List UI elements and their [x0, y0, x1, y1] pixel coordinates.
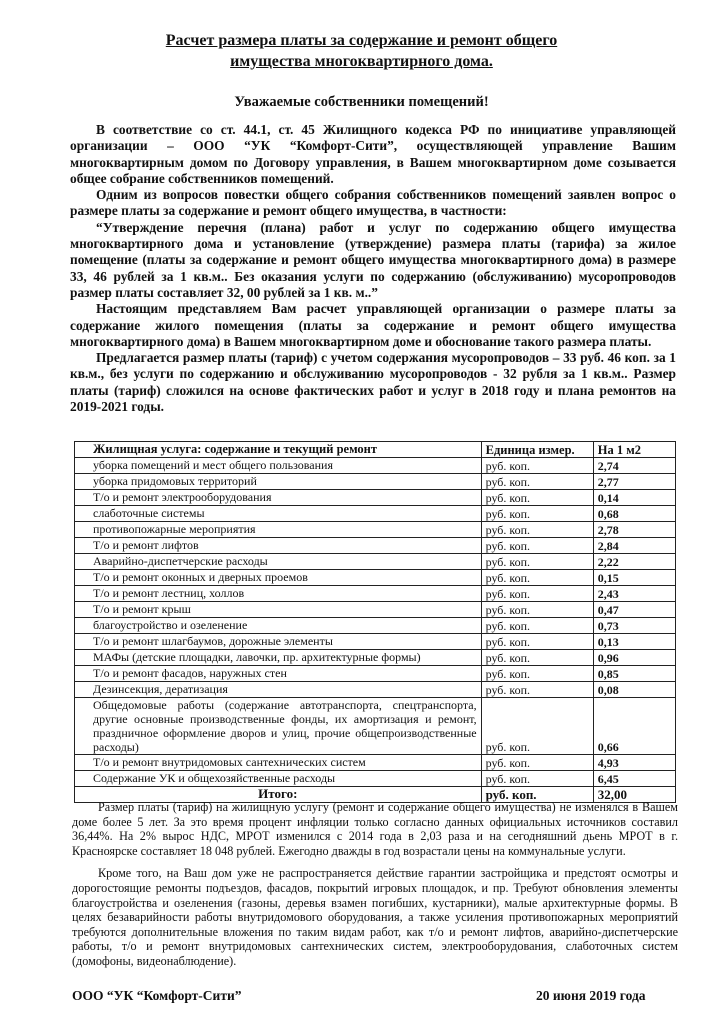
service-cell: Т/о и ремонт электрооборудования — [75, 490, 482, 506]
value-cell: 2,43 — [593, 586, 675, 602]
service-cell: Т/о и ремонт шлагбаумов, дорожные элементы — [75, 634, 482, 650]
value-cell: 0,68 — [593, 506, 675, 522]
value-cell: 0,14 — [593, 490, 675, 506]
table-row — [75, 650, 676, 666]
unit-cell: руб. коп. — [481, 755, 593, 771]
explanation-paragraph: Кроме того, на Ваш дом уже не распространяется действие гарантии застройщика и предстоят осмотры и дорогостоящие ремонты подъездов, фасадов, покрытий игровых площадок, и пр. Требуют обновления элементы благоустройства и озеленения (газоны, деревья взамен погибших, кустарники), малые архитектурные формы. В целях безаварийности работы внутридомового оборудования, а также усиления противопожарных мероприятий требуются дополнительные вложения по таким видам работ, как т/о и ремонт лифтов, аварийно-диспетчерские работы, т/о и ремонт внутридомовых сантехнических систем, электрооборудования, слаботочных систем (домофоны, видеонаблюдение). — [72, 866, 678, 968]
table-row — [75, 602, 676, 618]
value-cell: 2,74 — [593, 458, 675, 474]
service-cell: противопожарные мероприятия — [75, 522, 482, 538]
unit-cell: руб. коп. — [481, 458, 593, 474]
unit-cell: руб. коп. — [481, 666, 593, 682]
unit-cell: руб. коп. — [481, 538, 593, 554]
unit-cell: руб. коп. — [481, 650, 593, 666]
table-row — [75, 554, 676, 570]
service-cell: слаботочные системы — [75, 506, 482, 522]
service-cell: Т/о и ремонт лестниц, холлов — [75, 586, 482, 602]
service-cell: уборка придомовых территорий — [75, 474, 482, 490]
value-cell: 2,78 — [593, 522, 675, 538]
unit-cell: руб. коп. — [481, 682, 593, 698]
service-cell: МАФы (детские площадки, лавочки, пр. архитектурные формы) — [75, 650, 482, 666]
unit-cell: руб. коп. — [481, 554, 593, 570]
service-cell: Т/о и ремонт оконных и дверных проемов — [75, 570, 482, 586]
table-header-row — [75, 442, 676, 458]
total-value: 32,00 — [593, 787, 675, 803]
intro-paragraph: “Утверждение перечня (плана) работ и услуг по содержанию общего имущества многоквартирного дома и установление (утверждение) размера платы (тарифа) за жилое помещение (платы за содержание и ремонт общего имущества многоквартирного дома) в размере 33, 46 рублей за 1 кв.м.. Без оказания услуги по содержанию (обслуживанию) мусоропроводов размер платы составляет 32, 00 рублей за 1 кв. м..” — [70, 219, 676, 300]
value-cell: 0,85 — [593, 666, 675, 682]
greeting: Уважаемые собственники помещений! — [234, 94, 489, 110]
value-cell: 0,13 — [593, 634, 675, 650]
table-row — [75, 634, 676, 650]
table-row — [75, 682, 676, 698]
value-cell: 2,84 — [593, 538, 675, 554]
service-cell: Дезинсекция, дератизация — [75, 682, 482, 698]
explanation-text — [72, 800, 678, 969]
title-line-1: Расчет размера платы за содержание и ремонт общего — [165, 32, 558, 49]
value-cell: 4,93 — [593, 755, 675, 771]
service-cell: Аварийно-диспетчерские расходы — [75, 554, 482, 570]
value-cell: 0,08 — [593, 682, 675, 698]
table-row — [75, 586, 676, 602]
unit-cell: руб. коп. — [481, 506, 593, 522]
value-cell: 2,22 — [593, 554, 675, 570]
service-cell: Общедомовые работы (содержание автотранспорта, спецтранспорта, другие основные производственные фонды, их амортизация и ремонт, праздничное оформление дворов и улиц, прочие общепроизводственные расходы) — [75, 698, 482, 755]
intro-text — [70, 122, 676, 415]
total-label: Итого: — [75, 787, 482, 803]
value-cell: 0,66 — [593, 698, 675, 755]
unit-cell: руб. коп. — [481, 771, 593, 787]
table-row — [75, 755, 676, 771]
service-cell: уборка помещений и мест общего пользования — [75, 458, 482, 474]
table-row — [75, 458, 676, 474]
service-cell: Т/о и ремонт лифтов — [75, 538, 482, 554]
unit-cell: руб. коп. — [481, 618, 593, 634]
unit-cell: руб. коп. — [481, 522, 593, 538]
table-row — [75, 522, 676, 538]
value-cell: 6,45 — [593, 771, 675, 787]
table-row — [75, 570, 676, 586]
unit-cell: руб. коп. — [481, 602, 593, 618]
unit-cell: руб. коп. — [481, 698, 593, 755]
service-cell: благоустройство и озеленение — [75, 618, 482, 634]
service-cell: Т/о и ремонт крыш — [75, 602, 482, 618]
intro-paragraph: В соответствие со ст. 44.1, ст. 45 Жилищного кодекса РФ по инициативе управляющей организации – ООО “УК “Комфорт-Сити”, осуществляющей управление Вашим многоквартирным домом по Договору управления, в Вашем многоквартирном доме созывается общее собрание собственников помещений. — [70, 122, 676, 186]
table-row — [75, 474, 676, 490]
table-row — [75, 698, 676, 755]
service-cell: Содержание УК и общехозяйственные расходы — [75, 771, 482, 787]
explanation-paragraph: Размер платы (тариф) на жилищную услугу (ремонт и содержание общего имущества) не изменялся в Вашем доме более 5 лет. За это время процент инфляции только согласно данных официальных источников составил 36,44%. На 2% вырос НДС, МРОТ изменился с 2014 года в 2,03 раза и на сегодняшний дьень МРОТ в г. Красноярске составляет 18 048 рублей. Ежегодно дважды в год возрастали цены на коммунальные услуги. — [72, 800, 678, 858]
intro-paragraph: Предлагается размер платы (тариф) с учетом содержания мусоропроводов – 33 руб. 46 коп. за 1 кв.м., без услуги по содержанию и обслуживанию мусоропроводов - 32 рубля за 1 кв.м.. Размер платы (тариф) сложился на основе фактических работ и услуг в 2018 году и плана ремонтов на 2019-2021 годы. — [70, 350, 676, 415]
table-row — [75, 506, 676, 522]
table-row — [75, 538, 676, 554]
value-cell: 2,77 — [593, 474, 675, 490]
intro-paragraph: Настоящим представляем Вам расчет управляющей организации о размере платы за содержание жилого помещения (платы за содержание и ремонт общего имущества многоквартирного дома) в Вашем многоквартирном доме и обоснование такого размера платы. — [70, 301, 676, 349]
intro-paragraph: Одним из вопросов повестки общего собрания собственников помещений заявлен вопрос о размере платы за содержание и ремонт общего имущества, в частности: — [70, 187, 676, 219]
service-cell: Т/о и ремонт фасадов, наружных стен — [75, 666, 482, 682]
service-cell: Т/о и ремонт внутридомовых сантехнических систем — [75, 755, 482, 771]
table-row — [75, 666, 676, 682]
header-service: Жилищная услуга: содержание и текущий ремонт — [75, 442, 482, 458]
unit-cell: руб. коп. — [481, 490, 593, 506]
value-cell: 0,15 — [593, 570, 675, 586]
table-row — [75, 771, 676, 787]
table-row — [75, 490, 676, 506]
tariff-table — [74, 441, 676, 803]
total-unit: руб. коп. — [481, 787, 593, 803]
unit-cell: руб. коп. — [481, 586, 593, 602]
header-value: На 1 м2 — [593, 442, 675, 458]
header-unit: Единица измер. — [481, 442, 593, 458]
table-row — [75, 618, 676, 634]
value-cell: 0,96 — [593, 650, 675, 666]
value-cell: 0,47 — [593, 602, 675, 618]
unit-cell: руб. коп. — [481, 474, 593, 490]
unit-cell: руб. коп. — [481, 570, 593, 586]
document-title — [0, 30, 723, 72]
value-cell: 0,73 — [593, 618, 675, 634]
footer-date: 20 июня 2019 года — [536, 988, 646, 1003]
footer-company: ООО “УК “Комфорт-Сити” — [72, 988, 242, 1003]
title-line-2: имущества многоквартирного дома. — [230, 53, 493, 70]
unit-cell: руб. коп. — [481, 634, 593, 650]
